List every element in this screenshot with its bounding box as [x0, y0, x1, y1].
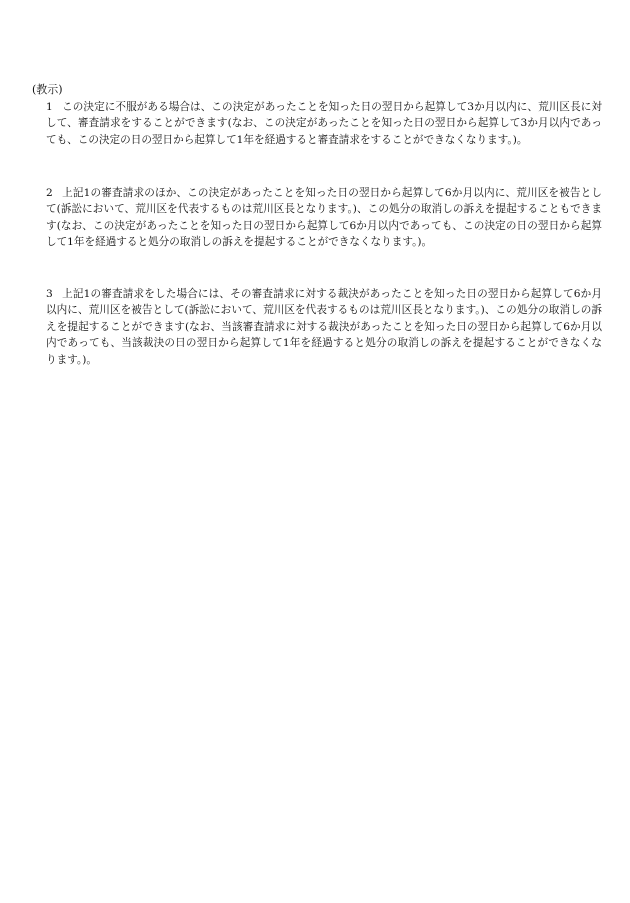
instruction-item-1 — [46, 99, 602, 148]
item-text: 上記1の審査請求のほか、この決定があったことを知った日の翌日から起算して6か月以内に、荒川区を被告として(訴訟において、荒川区を代表するものは荒川区長となります。)、この処分の取消しの訴えを提起することもできます(なお、この決定があったことを知った日の翌日から起算して6か月以内であっても、この決定の日の翌日から起算して1年を経過すると処分の取消しの訴えを提起することができなくなります。)。 — [46, 187, 602, 249]
item-number: 1 — [46, 101, 53, 113]
item-number: 2 — [46, 187, 53, 199]
item-text: この決定に不服がある場合は、この決定があったことを知った日の翌日から起算して3か月以内に、荒川区長に対して、審査請求をすることができます(なお、この決定があったことを知った日の翌日から起算して3か月以内であっても、この決定の日の翌日から起算して1年を経過すると審査請求をすることができなくなります。)。 — [46, 101, 602, 146]
instruction-item-2 — [46, 185, 602, 251]
instruction-item-3 — [46, 286, 602, 368]
item-text: 上記1の審査請求をした場合には、その審査請求に対する裁決があったことを知った日の翌日から起算して6か月以内に、荒川区を被告として(訴訟において、荒川区を代表するものは荒川区長となります。)、この処分の取消しの訴えを提起することができます(なお、当該審査請求に対する裁決があったことを知った日の翌日から起算して6か月以内であっても、当該裁決の日の翌日から起算して1年を経過すると処分の取消しの訴えを提起することができなくなります。)。 — [46, 288, 602, 366]
item-number: 3 — [46, 288, 53, 300]
instruction-heading: (教示) — [32, 83, 63, 96]
